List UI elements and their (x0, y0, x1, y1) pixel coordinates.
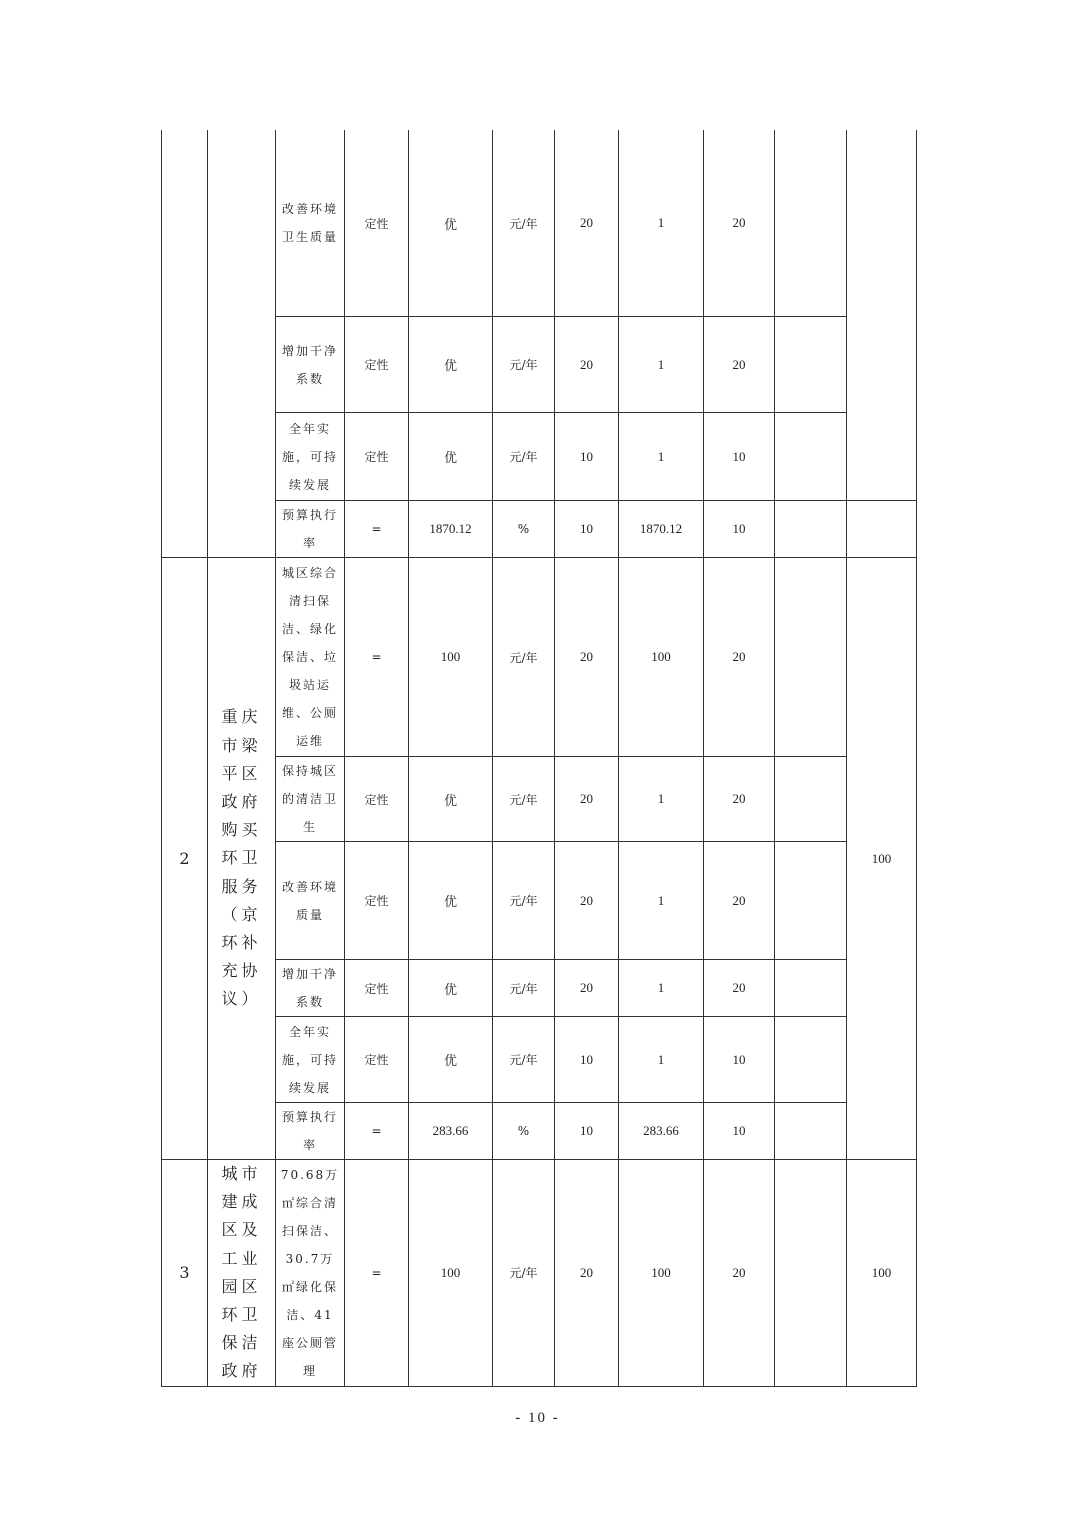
score-cell: 20 (704, 558, 775, 757)
type-cell: = (345, 501, 409, 558)
actual-cell: 1 (619, 842, 704, 960)
score-cell: 20 (704, 317, 775, 413)
target-cell: 优 (409, 130, 493, 317)
target-cell: 100 (409, 558, 493, 757)
unit-cell: 元/年 (493, 317, 555, 413)
project-name (208, 130, 276, 558)
row-number: 2 (162, 558, 208, 1160)
target-cell: 优 (409, 317, 493, 413)
actual-cell: 1 (619, 317, 704, 413)
weight-cell: 20 (555, 1160, 619, 1387)
remark-cell (775, 501, 847, 558)
actual-cell: 1 (619, 757, 704, 842)
table-row (162, 1017, 917, 1103)
score-cell: 10 (704, 1017, 775, 1103)
actual-cell: 1 (619, 413, 704, 501)
row-number (162, 130, 208, 558)
table-row (162, 413, 917, 501)
unit-cell: 元/年 (493, 842, 555, 960)
target-cell: 优 (409, 757, 493, 842)
type-cell: = (345, 558, 409, 757)
weight-cell: 20 (555, 842, 619, 960)
total-score-cell (847, 130, 917, 501)
indicator-name: 增加干净系数 (276, 317, 345, 413)
indicator-name: 预算执行率 (276, 1103, 345, 1160)
weight-cell: 10 (555, 501, 619, 558)
score-cell: 10 (704, 501, 775, 558)
unit-cell: % (493, 1103, 555, 1160)
type-cell: 定性 (345, 960, 409, 1017)
weight-cell: 20 (555, 757, 619, 842)
unit-cell: 元/年 (493, 1160, 555, 1387)
performance-table (161, 130, 917, 1387)
table-row (162, 960, 917, 1017)
unit-cell: 元/年 (493, 558, 555, 757)
score-cell: 20 (704, 960, 775, 1017)
target-cell: 优 (409, 960, 493, 1017)
table-row (162, 1103, 917, 1160)
type-cell: 定性 (345, 1017, 409, 1103)
unit-cell: 元/年 (493, 757, 555, 842)
total-score-cell (847, 501, 917, 558)
table-row (162, 842, 917, 960)
indicator-name: 全年实施，可持续发展 (276, 1017, 345, 1103)
actual-cell: 1 (619, 960, 704, 1017)
table-row (162, 501, 917, 558)
remark-cell (775, 1017, 847, 1103)
weight-cell: 10 (555, 1017, 619, 1103)
weight-cell: 20 (555, 558, 619, 757)
weight-cell: 20 (555, 960, 619, 1017)
table-row (162, 130, 917, 317)
indicator-name: 城区综合清扫保洁、绿化保洁、垃圾站运维、公厕运维 (276, 558, 345, 757)
type-cell: = (345, 1160, 409, 1387)
score-cell: 20 (704, 1160, 775, 1387)
score-cell: 20 (704, 757, 775, 842)
remark-cell (775, 413, 847, 501)
table-row (162, 317, 917, 413)
indicator-name: 预算执行率 (276, 501, 345, 558)
target-cell: 100 (409, 1160, 493, 1387)
actual-cell: 283.66 (619, 1103, 704, 1160)
table-row (162, 1160, 917, 1387)
actual-cell: 100 (619, 1160, 704, 1387)
score-cell: 10 (704, 413, 775, 501)
type-cell: = (345, 1103, 409, 1160)
indicator-name: 70.68万㎡综合清扫保洁、30.7万㎡绿化保洁、41座公厕管理 (276, 1160, 345, 1387)
target-cell: 283.66 (409, 1103, 493, 1160)
indicator-name: 增加干净系数 (276, 960, 345, 1017)
row-number: 3 (162, 1160, 208, 1387)
total-score-cell: 100 (847, 558, 917, 1160)
unit-cell: 元/年 (493, 960, 555, 1017)
page-number: - 10 - (515, 1410, 560, 1426)
score-cell: 20 (704, 130, 775, 317)
remark-cell (775, 842, 847, 960)
weight-cell: 20 (555, 130, 619, 317)
type-cell: 定性 (345, 842, 409, 960)
target-cell: 优 (409, 1017, 493, 1103)
weight-cell: 20 (555, 317, 619, 413)
score-cell: 10 (704, 1103, 775, 1160)
type-cell: 定性 (345, 130, 409, 317)
table-row (162, 757, 917, 842)
target-cell: 优 (409, 842, 493, 960)
table-row (162, 558, 917, 757)
remark-cell (775, 317, 847, 413)
weight-cell: 10 (555, 413, 619, 501)
actual-cell: 1 (619, 130, 704, 317)
unit-cell: 元/年 (493, 1017, 555, 1103)
total-score-cell: 100 (847, 1160, 917, 1387)
target-cell: 优 (409, 413, 493, 501)
actual-cell: 100 (619, 558, 704, 757)
indicator-name: 改善环境卫生质量 (276, 130, 345, 317)
score-cell: 20 (704, 842, 775, 960)
weight-cell: 10 (555, 1103, 619, 1160)
remark-cell (775, 558, 847, 757)
project-name: 城市建成区及工业园区环卫保洁政府 (208, 1160, 276, 1387)
remark-cell (775, 130, 847, 317)
remark-cell (775, 757, 847, 842)
indicator-name: 保持城区的清洁卫生 (276, 757, 345, 842)
actual-cell: 1 (619, 1017, 704, 1103)
unit-cell: % (493, 501, 555, 558)
remark-cell (775, 960, 847, 1017)
indicator-name: 全年实施，可持续发展 (276, 413, 345, 501)
actual-cell: 1870.12 (619, 501, 704, 558)
target-cell: 1870.12 (409, 501, 493, 558)
type-cell: 定性 (345, 757, 409, 842)
type-cell: 定性 (345, 413, 409, 501)
remark-cell (775, 1160, 847, 1387)
type-cell: 定性 (345, 317, 409, 413)
remark-cell (775, 1103, 847, 1160)
indicator-name: 改善环境质量 (276, 842, 345, 960)
unit-cell: 元/年 (493, 130, 555, 317)
unit-cell: 元/年 (493, 413, 555, 501)
project-name: 重庆市梁平区政府购买环卫服务（京环补充协议） (208, 558, 276, 1160)
